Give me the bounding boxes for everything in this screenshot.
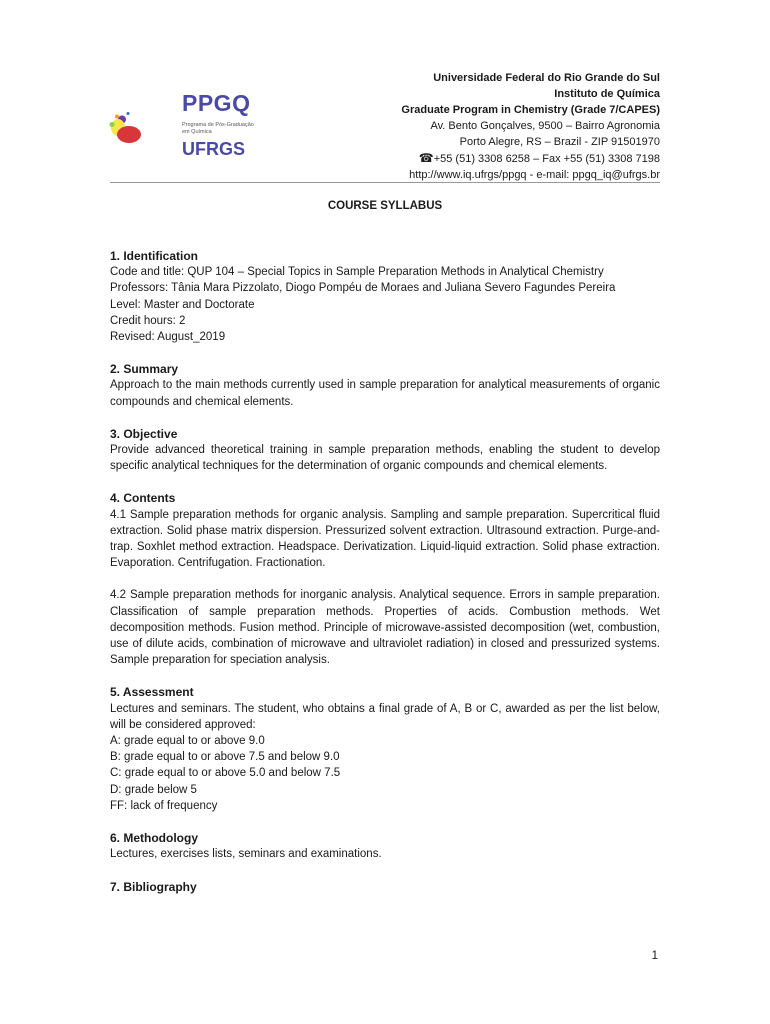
institution-header (401, 70, 660, 183)
section-summary (110, 361, 660, 410)
logo-ufrgs-text: UFRGS (182, 139, 245, 159)
syllabus-body (110, 248, 660, 911)
objective-heading: 3. Objective (110, 426, 178, 441)
methodology-heading: 6. Methodology (110, 831, 198, 846)
objective-text: Provide advanced theoretical training in sample preparation methods, enabling the student to develop specific analytical techniques for the determination of organic compounds and chemical elements. (110, 444, 660, 473)
assessment-heading: 5. Assessment (110, 685, 194, 700)
revised-date: Revised: August_2019 (110, 331, 226, 344)
grade-item: A: grade equal to or above 9.0 (110, 735, 265, 748)
address-line-1: Av. Bento Gonçalves, 9500 – Bairro Agronomia (430, 120, 660, 132)
telephone-icon: ☎ (418, 151, 434, 165)
identification-heading: 1. Identification (110, 249, 199, 263)
course-code-title: Code and title: QUP 104 – Special Topics in Sample Preparation Methods in Analytical Chemistry (110, 266, 604, 279)
ppgq-logo-graphic (106, 92, 186, 162)
grade-item: D: grade below 5 (110, 783, 197, 796)
header-divider (110, 182, 660, 183)
university-name: Universidade Federal do Rio Grande do Sul (433, 72, 660, 84)
section-assessment (110, 684, 660, 814)
course-level: Level: Master and Doctorate (110, 298, 255, 311)
professors: Professors: Tânia Mara Pizzolato, Diogo Pompéu de Moraes and Juliana Severo Fagundes Pereira (110, 282, 616, 295)
grade-item: B: grade equal to or above 7.5 and below 9.0 (110, 751, 340, 764)
section-identification (110, 248, 660, 345)
document-title: COURSE SYLLABUS (327, 200, 443, 212)
grade-item: FF: lack of frequency (110, 799, 218, 812)
section-bibliography (110, 879, 660, 895)
contents-organic: 4.1 Sample preparation methods for organic analysis. Sampling and sample preparation. Supercritical fluid extraction. Solid phase matrix dispersion. Pressurized solvent extraction. Ultrasound extraction. Purge-and-trap. Soxhlet method extraction. Headspace. Derivatization. Liquid-liquid extraction. Solid phase extraction. Evaporation. Centrifugation. Fractionation. (110, 508, 660, 570)
bibliography-heading: 7. Bibliography (110, 879, 197, 894)
section-objective (110, 426, 660, 475)
contents-heading: 4. Contents (110, 491, 176, 506)
phone-text: +55 (51) 3308 6258 – Fax +55 (51) 3308 7198 (433, 153, 660, 165)
methodology-text: Lectures, exercises lists, seminars and examinations. (110, 848, 382, 861)
credit-hours: Credit hours: 2 (110, 314, 186, 327)
contents-inorganic: 4.2 Sample preparation methods for inorganic analysis. Analytical sequence. Errors in sample preparation. Classification of sample preparation methods. Properties of acids. Combustion methods. Wet decomposition methods. Fusion method. Principle of microwave-assisted decomposition (wet, combustion, use of dilute acids, combination of microwave and ultraviolet radiation) in closed and pressurized systems. Sample preparation for speciation analysis. (110, 589, 660, 667)
phone-line (401, 150, 660, 167)
logo-subtitle: Programa de Pós-Graduação em Química (182, 122, 254, 135)
section-methodology (110, 830, 660, 862)
address-line-2: Porto Alegre, RS – Brazil - ZIP 91501970 (459, 136, 660, 148)
summary-heading: 2. Summary (110, 362, 179, 377)
section-contents (110, 490, 660, 668)
logo-ppgq-text: PPGQ (182, 90, 251, 116)
institute-name: Instituto de Química (554, 88, 660, 100)
grade-item: C: grade equal to or above 5.0 and below 7.5 (110, 767, 341, 780)
program-name: Graduate Program in Chemistry (Grade 7/CAPES) (401, 104, 660, 116)
assessment-intro: Lectures and seminars. The student, who obtains a final grade of A, B or C, awarded as per the list below, will be considered approved: (110, 702, 660, 731)
web-email-line[interactable]: http://www.iq.ufrgs/ppgq - e-mail: ppgq_iq@ufrgs.br (409, 169, 660, 181)
summary-text: Approach to the main methods currently used in sample preparation for analytical measurements of organic compounds and chemical elements. (110, 379, 660, 408)
page-number: 1 (651, 950, 658, 962)
